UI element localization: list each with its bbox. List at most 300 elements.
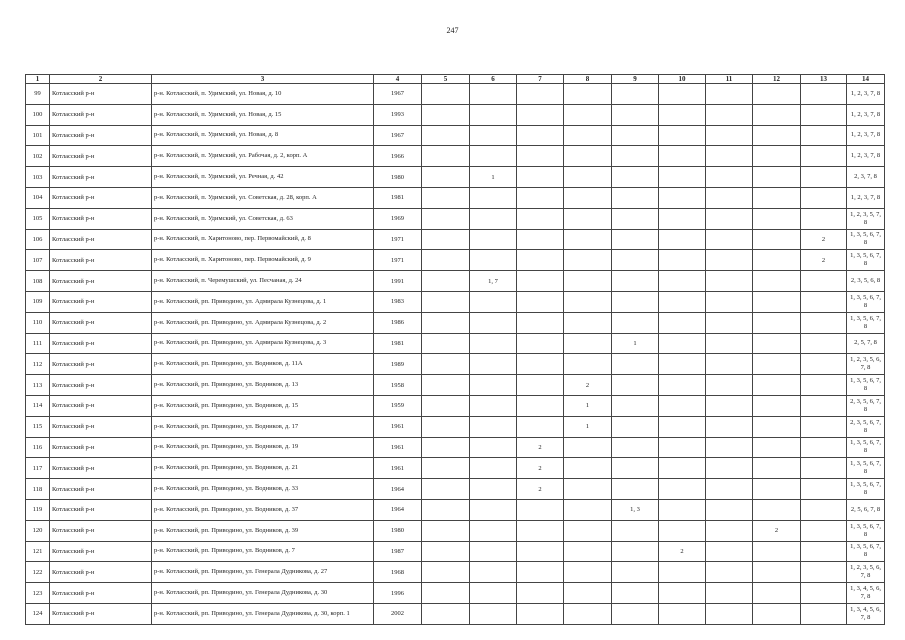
- table-cell-col-10: [659, 354, 706, 375]
- table-row: [26, 520, 885, 541]
- table-cell-col-13: [801, 291, 847, 312]
- table-cell-col-7: [517, 520, 564, 541]
- table-cell-col-7: [517, 250, 564, 271]
- table-cell-col-10: [659, 146, 706, 167]
- table-cell-col-9: [612, 291, 659, 312]
- table-row: [26, 416, 885, 437]
- table-cell-col-9: [612, 458, 659, 479]
- table-row: [26, 167, 885, 188]
- table-cell-col-14: 2, 3, 7, 8: [847, 167, 885, 188]
- table-cell-col-8: [564, 125, 612, 146]
- table-cell-col-1: 100: [26, 104, 50, 125]
- table-cell-col-10: [659, 333, 706, 354]
- table-cell-col-8: [564, 291, 612, 312]
- table-cell-col-11: [706, 229, 753, 250]
- table-cell-col-14: 1, 2, 3, 7, 8: [847, 84, 885, 105]
- table-cell-col-13: [801, 479, 847, 500]
- table-row: [26, 312, 885, 333]
- table-cell-col-13: [801, 84, 847, 105]
- table-cell-col-9: [612, 354, 659, 375]
- table-cell-col-7: [517, 125, 564, 146]
- table-cell-col-11: [706, 354, 753, 375]
- table-cell-col-5: [422, 437, 470, 458]
- table-cell-col-12: [753, 395, 801, 416]
- table-cell-col-5: [422, 562, 470, 583]
- table-cell-col-3: р-н. Котласский, п. Черемушский, ул. Песчаная, д. 24: [152, 271, 374, 292]
- table-cell-col-2: Котласский р-н: [50, 375, 152, 396]
- table-cell-col-12: [753, 229, 801, 250]
- table-cell-col-3: р-н. Котласский, п. Харитоново, пер. Первомайский, д. 9: [152, 250, 374, 271]
- table-cell-col-12: [753, 333, 801, 354]
- table-cell-col-1: 111: [26, 333, 50, 354]
- table-cell-col-3: р-н. Котласский, рп. Приводино, ул. Адмирала Кузнецова, д. 1: [152, 291, 374, 312]
- table-cell-col-11: [706, 146, 753, 167]
- table-cell-col-2: Котласский р-н: [50, 187, 152, 208]
- table-cell-col-3: р-н. Котласский, рп. Приводино, ул. Генерала Дудникова, д. 30: [152, 583, 374, 604]
- header-row: [26, 75, 885, 84]
- table-cell-col-4: 1961: [374, 416, 422, 437]
- table-cell-col-6: [470, 333, 517, 354]
- table-cell-col-13: [801, 125, 847, 146]
- table-cell-col-3: р-н. Котласский, п. Харитоново, пер. Первомайский, д. 8: [152, 229, 374, 250]
- table-header: [26, 75, 885, 84]
- table-cell-col-4: 1969: [374, 208, 422, 229]
- table-cell-col-10: [659, 229, 706, 250]
- table-cell-col-14: 1, 2, 3, 7, 8: [847, 125, 885, 146]
- table-cell-col-12: [753, 167, 801, 188]
- table-cell-col-3: р-н. Котласский, рп. Приводино, ул. Водников, д. 13: [152, 375, 374, 396]
- table-cell-col-2: Котласский р-н: [50, 541, 152, 562]
- table-cell-col-2: Котласский р-н: [50, 458, 152, 479]
- table-cell-col-5: [422, 312, 470, 333]
- table-cell-col-6: [470, 603, 517, 624]
- table-cell-col-7: [517, 499, 564, 520]
- table-cell-col-2: Котласский р-н: [50, 84, 152, 105]
- table-cell-col-11: [706, 84, 753, 105]
- table-cell-col-14: 1, 3, 5, 6, 7, 8: [847, 479, 885, 500]
- table-cell-col-9: [612, 520, 659, 541]
- table-cell-col-12: [753, 375, 801, 396]
- table-cell-col-8: 2: [564, 375, 612, 396]
- table-cell-col-6: [470, 312, 517, 333]
- table-cell-col-12: [753, 541, 801, 562]
- table-cell-col-8: [564, 146, 612, 167]
- table-cell-col-7: [517, 291, 564, 312]
- table-cell-col-7: [517, 333, 564, 354]
- table-cell-col-1: 124: [26, 603, 50, 624]
- table-cell-col-2: Котласский р-н: [50, 520, 152, 541]
- table-cell-col-14: 2, 5, 6, 7, 8: [847, 499, 885, 520]
- table-cell-col-13: [801, 271, 847, 292]
- table-cell-col-3: р-н. Котласский, п. Удимский, ул. Новая, д. 15: [152, 104, 374, 125]
- table-cell-col-9: [612, 146, 659, 167]
- table-cell-col-2: Котласский р-н: [50, 395, 152, 416]
- table-cell-col-4: 1964: [374, 499, 422, 520]
- table-cell-col-6: [470, 375, 517, 396]
- table-cell-col-11: [706, 312, 753, 333]
- table-cell-col-9: [612, 479, 659, 500]
- table-cell-col-14: 1, 2, 3, 5, 6, 7, 8: [847, 354, 885, 375]
- column-header-11: 11: [706, 75, 753, 84]
- table-cell-col-10: [659, 437, 706, 458]
- table-cell-col-10: [659, 375, 706, 396]
- table-cell-col-14: 2, 3, 5, 6, 8: [847, 271, 885, 292]
- table-cell-col-5: [422, 104, 470, 125]
- table-cell-col-7: [517, 84, 564, 105]
- table-cell-col-7: [517, 104, 564, 125]
- table-cell-col-13: [801, 603, 847, 624]
- table-cell-col-4: 2002: [374, 603, 422, 624]
- table-cell-col-13: [801, 499, 847, 520]
- table-cell-col-1: 109: [26, 291, 50, 312]
- table-cell-col-4: 1980: [374, 520, 422, 541]
- table-cell-col-11: [706, 395, 753, 416]
- table-cell-col-6: [470, 187, 517, 208]
- column-header-2: 2: [50, 75, 152, 84]
- table-cell-col-9: [612, 167, 659, 188]
- table-cell-col-5: [422, 125, 470, 146]
- table-cell-col-12: [753, 416, 801, 437]
- table-cell-col-8: [564, 84, 612, 105]
- column-header-13: 13: [801, 75, 847, 84]
- table-cell-col-7: 2: [517, 458, 564, 479]
- table-cell-col-3: р-н. Котласский, п. Удимский, ул. Советская, д. 28, корп. А: [152, 187, 374, 208]
- table-cell-col-1: 104: [26, 187, 50, 208]
- table-row: [26, 458, 885, 479]
- table-cell-col-8: [564, 187, 612, 208]
- table-cell-col-8: [564, 437, 612, 458]
- table-cell-col-2: Котласский р-н: [50, 291, 152, 312]
- table-cell-col-4: 1991: [374, 271, 422, 292]
- table-cell-col-5: [422, 395, 470, 416]
- table-cell-col-4: 1964: [374, 479, 422, 500]
- table-cell-col-1: 123: [26, 583, 50, 604]
- table-cell-col-10: [659, 84, 706, 105]
- table-cell-col-7: [517, 416, 564, 437]
- column-header-5: 5: [422, 75, 470, 84]
- column-header-12: 12: [753, 75, 801, 84]
- column-header-8: 8: [564, 75, 612, 84]
- table-cell-col-7: [517, 146, 564, 167]
- table-cell-col-12: [753, 354, 801, 375]
- table-cell-col-14: 2, 3, 5, 6, 7, 8: [847, 395, 885, 416]
- table-cell-col-6: [470, 395, 517, 416]
- table-cell-col-4: 1980: [374, 167, 422, 188]
- table-cell-col-8: [564, 603, 612, 624]
- table-row: [26, 603, 885, 624]
- table-cell-col-4: 1993: [374, 104, 422, 125]
- table-cell-col-14: 1, 2, 3, 7, 8: [847, 187, 885, 208]
- table-cell-col-4: 1961: [374, 437, 422, 458]
- table-cell-col-6: 1: [470, 167, 517, 188]
- table-cell-col-12: [753, 250, 801, 271]
- table-cell-col-8: [564, 250, 612, 271]
- table-cell-col-10: [659, 583, 706, 604]
- table-cell-col-4: 1966: [374, 146, 422, 167]
- table-cell-col-5: [422, 187, 470, 208]
- table-cell-col-6: [470, 499, 517, 520]
- table-cell-col-10: [659, 479, 706, 500]
- table-cell-col-5: [422, 499, 470, 520]
- table-cell-col-13: [801, 312, 847, 333]
- table-cell-col-1: 106: [26, 229, 50, 250]
- table-cell-col-12: [753, 84, 801, 105]
- table-cell-col-11: [706, 291, 753, 312]
- table-cell-col-10: [659, 167, 706, 188]
- table-cell-col-10: [659, 562, 706, 583]
- table-cell-col-2: Котласский р-н: [50, 354, 152, 375]
- table-cell-col-7: [517, 375, 564, 396]
- table-cell-col-9: [612, 250, 659, 271]
- table-cell-col-9: [612, 541, 659, 562]
- table-cell-col-12: [753, 603, 801, 624]
- table-row: [26, 354, 885, 375]
- table-cell-col-8: [564, 541, 612, 562]
- table-cell-col-14: 1, 3, 5, 6, 7, 8: [847, 250, 885, 271]
- table-cell-col-13: [801, 437, 847, 458]
- table-cell-col-13: [801, 416, 847, 437]
- table-cell-col-6: [470, 458, 517, 479]
- table-cell-col-6: [470, 437, 517, 458]
- table-row: [26, 375, 885, 396]
- table-cell-col-14: 1, 3, 4, 5, 6, 7, 8: [847, 583, 885, 604]
- table-cell-col-1: 102: [26, 146, 50, 167]
- table-cell-col-12: [753, 208, 801, 229]
- table-cell-col-2: Котласский р-н: [50, 104, 152, 125]
- table-row: [26, 250, 885, 271]
- table-cell-col-4: 1981: [374, 187, 422, 208]
- table-cell-col-8: [564, 583, 612, 604]
- table-cell-col-7: [517, 312, 564, 333]
- table-cell-col-7: [517, 583, 564, 604]
- table-row: [26, 291, 885, 312]
- table-cell-col-8: [564, 208, 612, 229]
- table-cell-col-3: р-н. Котласский, рп. Приводино, ул. Водников, д. 11А: [152, 354, 374, 375]
- table-cell-col-6: [470, 291, 517, 312]
- table-cell-col-12: [753, 499, 801, 520]
- table-cell-col-1: 112: [26, 354, 50, 375]
- table-cell-col-14: 1, 2, 3, 5, 6, 7, 8: [847, 562, 885, 583]
- table-cell-col-9: [612, 416, 659, 437]
- table-cell-col-3: р-н. Котласский, рп. Приводино, ул. Водников, д. 37: [152, 499, 374, 520]
- table-cell-col-4: 1961: [374, 458, 422, 479]
- column-header-10: 10: [659, 75, 706, 84]
- column-header-7: 7: [517, 75, 564, 84]
- table-cell-col-11: [706, 583, 753, 604]
- table-cell-col-7: [517, 271, 564, 292]
- table-cell-col-14: 2, 5, 7, 8: [847, 333, 885, 354]
- table-cell-col-3: р-н. Котласский, рп. Приводино, ул. Адмирала Кузнецова, д. 2: [152, 312, 374, 333]
- table-cell-col-9: [612, 395, 659, 416]
- table-cell-col-9: [612, 208, 659, 229]
- table-cell-col-10: [659, 271, 706, 292]
- table-cell-col-6: [470, 479, 517, 500]
- table-cell-col-6: [470, 541, 517, 562]
- table-cell-col-4: 1987: [374, 541, 422, 562]
- table-cell-col-3: р-н. Котласский, рп. Приводино, ул. Генерала Дудникова, д. 30, корп. 1: [152, 603, 374, 624]
- table-cell-col-10: [659, 520, 706, 541]
- table-cell-col-9: [612, 271, 659, 292]
- table-cell-col-7: 2: [517, 437, 564, 458]
- table-cell-col-13: [801, 562, 847, 583]
- table-cell-col-6: [470, 416, 517, 437]
- table-cell-col-2: Котласский р-н: [50, 437, 152, 458]
- table-cell-col-8: [564, 354, 612, 375]
- table-cell-col-1: 99: [26, 84, 50, 105]
- table-cell-col-5: [422, 479, 470, 500]
- table-cell-col-8: [564, 333, 612, 354]
- table-cell-col-11: [706, 125, 753, 146]
- table-cell-col-2: Котласский р-н: [50, 229, 152, 250]
- table-cell-col-3: р-н. Котласский, рп. Приводино, ул. Водников, д. 33: [152, 479, 374, 500]
- table-cell-col-14: 1, 2, 3, 7, 8: [847, 104, 885, 125]
- table-cell-col-14: 1, 3, 5, 6, 7, 8: [847, 437, 885, 458]
- table-cell-col-4: 1958: [374, 375, 422, 396]
- table-cell-col-13: [801, 583, 847, 604]
- table-cell-col-7: [517, 208, 564, 229]
- table-cell-col-11: [706, 208, 753, 229]
- table-cell-col-10: [659, 250, 706, 271]
- table-cell-col-12: [753, 146, 801, 167]
- table-cell-col-2: Котласский р-н: [50, 208, 152, 229]
- table-cell-col-10: [659, 603, 706, 624]
- table-cell-col-11: [706, 562, 753, 583]
- table-cell-col-1: 103: [26, 167, 50, 188]
- table-cell-col-11: [706, 603, 753, 624]
- table-cell-col-9: [612, 437, 659, 458]
- table-cell-col-13: [801, 395, 847, 416]
- table-cell-col-4: 1996: [374, 583, 422, 604]
- table-cell-col-3: р-н. Котласский, рп. Приводино, ул. Водников, д. 19: [152, 437, 374, 458]
- table-cell-col-11: [706, 437, 753, 458]
- table-cell-col-13: [801, 458, 847, 479]
- table-cell-col-1: 122: [26, 562, 50, 583]
- table-cell-col-8: [564, 479, 612, 500]
- table-cell-col-2: Котласский р-н: [50, 146, 152, 167]
- table-cell-col-12: [753, 271, 801, 292]
- table-cell-col-1: 101: [26, 125, 50, 146]
- table-cell-col-6: [470, 250, 517, 271]
- table-cell-col-6: [470, 520, 517, 541]
- table-cell-col-7: [517, 562, 564, 583]
- table-row: [26, 583, 885, 604]
- table-cell-col-5: [422, 291, 470, 312]
- table-row: [26, 479, 885, 500]
- table-cell-col-7: [517, 167, 564, 188]
- table-cell-col-13: 2: [801, 229, 847, 250]
- table-cell-col-6: 1, 7: [470, 271, 517, 292]
- table-cell-col-9: 1: [612, 333, 659, 354]
- table-cell-col-3: р-н. Котласский, п. Удимский, ул. Рабочая, д. 2, корп. А: [152, 146, 374, 167]
- table-cell-col-6: [470, 125, 517, 146]
- table-cell-col-9: [612, 229, 659, 250]
- column-header-6: 6: [470, 75, 517, 84]
- table-cell-col-3: р-н. Котласский, рп. Приводино, ул. Водников, д. 39: [152, 520, 374, 541]
- table-cell-col-2: Котласский р-н: [50, 167, 152, 188]
- table-cell-col-13: [801, 541, 847, 562]
- table-cell-col-11: [706, 187, 753, 208]
- table-cell-col-5: [422, 208, 470, 229]
- table-cell-col-9: [612, 583, 659, 604]
- table-cell-col-5: [422, 146, 470, 167]
- table-cell-col-3: р-н. Котласский, рп. Приводино, ул. Водников, д. 15: [152, 395, 374, 416]
- table-cell-col-6: [470, 104, 517, 125]
- table-cell-col-14: 1, 3, 5, 6, 7, 8: [847, 541, 885, 562]
- table-cell-col-3: р-н. Котласский, п. Удимский, ул. Речная, д. 42: [152, 167, 374, 188]
- table-cell-col-5: [422, 229, 470, 250]
- table-cell-col-9: 1, 3: [612, 499, 659, 520]
- table-cell-col-12: [753, 458, 801, 479]
- table-cell-col-8: [564, 562, 612, 583]
- table-cell-col-2: Котласский р-н: [50, 416, 152, 437]
- table-cell-col-10: [659, 125, 706, 146]
- table-cell-col-10: [659, 458, 706, 479]
- table-cell-col-13: [801, 104, 847, 125]
- table-cell-col-1: 119: [26, 499, 50, 520]
- table-cell-col-13: [801, 187, 847, 208]
- table-cell-col-11: [706, 167, 753, 188]
- table-cell-col-1: 110: [26, 312, 50, 333]
- table-cell-col-3: р-н. Котласский, п. Удимский, ул. Новая, д. 10: [152, 84, 374, 105]
- table-cell-col-14: 1, 3, 5, 6, 7, 8: [847, 312, 885, 333]
- table-cell-col-4: 1971: [374, 229, 422, 250]
- column-header-9: 9: [612, 75, 659, 84]
- column-header-1: 1: [26, 75, 50, 84]
- table-cell-col-4: 1967: [374, 84, 422, 105]
- table-cell-col-6: [470, 354, 517, 375]
- table-cell-col-7: [517, 541, 564, 562]
- table-cell-col-10: 2: [659, 541, 706, 562]
- table-cell-col-1: 108: [26, 271, 50, 292]
- table-cell-col-10: [659, 395, 706, 416]
- table-cell-col-11: [706, 416, 753, 437]
- table-cell-col-10: [659, 312, 706, 333]
- table-row: [26, 499, 885, 520]
- page-number: 247: [446, 26, 459, 35]
- table-cell-col-13: [801, 333, 847, 354]
- table-cell-col-5: [422, 84, 470, 105]
- table-cell-col-14: 2, 3, 5, 6, 7, 8: [847, 416, 885, 437]
- table-cell-col-11: [706, 375, 753, 396]
- table-cell-col-9: [612, 84, 659, 105]
- table-cell-col-1: 107: [26, 250, 50, 271]
- table-cell-col-2: Котласский р-н: [50, 603, 152, 624]
- table-cell-col-6: [470, 229, 517, 250]
- table-cell-col-5: [422, 541, 470, 562]
- table-cell-col-11: [706, 271, 753, 292]
- table-cell-col-13: [801, 208, 847, 229]
- table-cell-col-9: [612, 187, 659, 208]
- table-cell-col-14: 1, 3, 5, 6, 7, 8: [847, 375, 885, 396]
- table-cell-col-13: 2: [801, 250, 847, 271]
- table-cell-col-6: [470, 208, 517, 229]
- table-cell-col-11: [706, 458, 753, 479]
- table-cell-col-3: р-н. Котласский, рп. Приводино, ул. Генерала Дудникова, д. 27: [152, 562, 374, 583]
- table-cell-col-3: р-н. Котласский, рп. Приводино, ул. Водников, д. 21: [152, 458, 374, 479]
- table-body: [26, 84, 885, 625]
- table-cell-col-11: [706, 104, 753, 125]
- table-cell-col-13: [801, 375, 847, 396]
- table-cell-col-2: Котласский р-н: [50, 333, 152, 354]
- table-cell-col-7: [517, 354, 564, 375]
- table-cell-col-1: 121: [26, 541, 50, 562]
- table-cell-col-10: [659, 187, 706, 208]
- table-row: [26, 146, 885, 167]
- table-cell-col-1: 117: [26, 458, 50, 479]
- table-cell-col-9: [612, 603, 659, 624]
- table-cell-col-6: [470, 146, 517, 167]
- table-cell-col-2: Котласский р-н: [50, 312, 152, 333]
